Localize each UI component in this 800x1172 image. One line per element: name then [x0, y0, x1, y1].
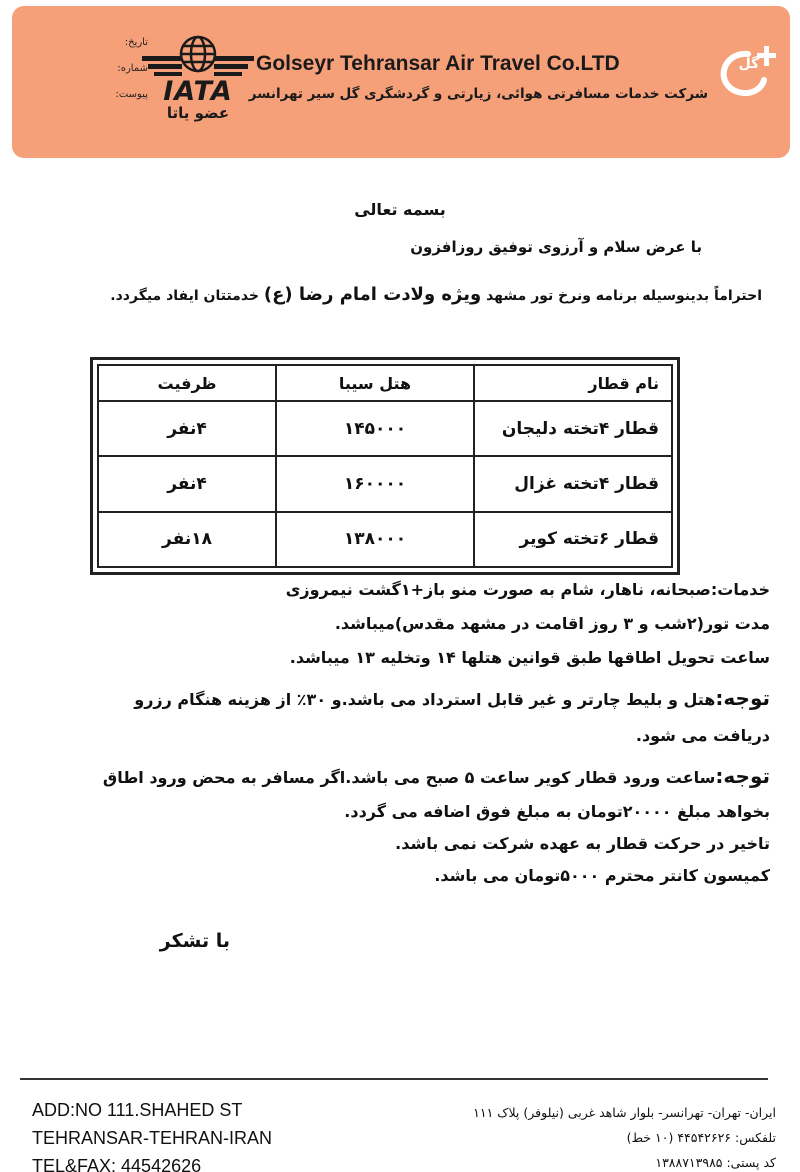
footer-divider — [20, 1078, 768, 1080]
attachment-label: پیوست: — [115, 89, 148, 100]
address-line: ADD:NO 111.SHAHED ST — [32, 1100, 243, 1120]
note1-text: هتل و بلیط چارتر و غیر قابل استرداد می باشد.و ۳۰٪ از هزینه هنگام رزرو — [134, 690, 716, 709]
number-label: شماره: — [117, 63, 148, 74]
train-name-cell: قطار ۶تخته کویر — [474, 512, 672, 567]
table-row — [98, 456, 672, 511]
company-name-persian: شرکت خدمات مسافرتی هوائی، زیارتی و گردشگری گل سیر تهرانسر — [248, 86, 708, 102]
iata-wordmark: IATA — [163, 76, 233, 107]
header-train-name: نام قطار — [474, 365, 672, 401]
note2-text: ساعت ورود قطار کویر ساعت ۵ صبح می باشد.اگر مسافر به محض ورود اطاق — [102, 768, 716, 787]
train-name-cell: قطار ۴تخته غزال — [474, 456, 672, 511]
price-table — [97, 364, 673, 568]
note2-line2: بخواهد مبلغ ۲۰۰۰۰تومان به مبلغ فوق اضافه می گردد. — [344, 802, 770, 821]
letter-intro — [20, 284, 762, 305]
table-header-row — [98, 365, 672, 401]
note1-label: توجه: — [715, 686, 770, 710]
services-line: خدمات:صبحانه، ناهار، شام به صورت منو باز+۱گشت نیمروزی — [285, 580, 770, 599]
phone-line: تلفکس: ۴۴۵۴۲۶۲۶ (۱۰ خط) — [626, 1130, 776, 1145]
price-cell: ۱۴۵۰۰۰ — [276, 401, 474, 456]
capacity-cell: ۴نفر — [98, 401, 276, 456]
iata-member-label: عضو یاتا — [166, 104, 230, 122]
intro-text-end: خدمتتان ایفاد میگردد. — [110, 288, 260, 304]
note1-line2: دریافت می شود. — [635, 726, 770, 745]
train-name-cell: قطار ۴تخته دلیجان — [474, 401, 672, 456]
address-line: ایران- تهران- تهرانسر- بلوار شاهد غربی (نیلوفر) پلاک ۱۱۱ — [473, 1105, 776, 1120]
table-row — [98, 512, 672, 567]
golseyr-logo-mark: گل — [738, 56, 760, 72]
checkin-line: ساعت تحویل اطاقها طبق قوانین هتلها ۱۴ وتخلیه ۱۳ میباشد. — [289, 648, 770, 667]
date-label: تاریخ: — [124, 37, 148, 48]
note2-line4: کمیسون کانتر محترم ۵۰۰۰تومان می باشد. — [434, 866, 770, 885]
closing-thanks — [30, 930, 770, 952]
header-hotel: هتل سیبا — [276, 365, 474, 401]
postal-code-line: کد پستی: ۱۳۸۸۷۱۳۹۸۵ — [655, 1155, 776, 1170]
header-capacity: ظرفیت — [98, 365, 276, 401]
golseyr-logo-icon — [712, 44, 782, 100]
company-name-english: Golseyr Tehransar Air Travel Co.LTD — [256, 52, 620, 75]
price-cell: ۱۶۰۰۰۰ — [276, 456, 474, 511]
capacity-cell: ۱۸نفر — [98, 512, 276, 567]
intro-highlight: ویژه ولادت امام رضا (ع) — [263, 284, 482, 305]
footer-address-persian — [356, 1100, 776, 1172]
footer-address-english — [32, 1096, 372, 1172]
letter-meta-fields — [92, 30, 148, 108]
capacity-cell: ۴نفر — [98, 456, 276, 511]
note1-line1 — [30, 686, 770, 710]
intro-text-start: احتراماً بدینوسیله برنامه ونرخ تور مشهد — [486, 288, 762, 304]
note2-line1 — [30, 764, 770, 788]
price-cell: ۱۳۸۰۰۰ — [276, 512, 474, 567]
duration-line: مدت تور(۲شب و ۳ روز اقامت در مشهد مقدس)میباشد. — [334, 614, 770, 633]
price-table-frame — [90, 357, 680, 575]
note2-label: توجه: — [715, 764, 770, 788]
address-line: TEHRANSAR-TEHRAN-IRAN — [32, 1128, 273, 1148]
phone-line: TEL&FAX: 44542626 — [32, 1156, 202, 1172]
letter-greeting: با عرض سلام و آرزوی توفیق روزافزون — [410, 238, 702, 256]
note2-line3: تاخیر در حرکت قطار به عهده شرکت نمی باشد. — [395, 834, 770, 853]
thanks-text: با تشکر — [159, 930, 230, 952]
table-row — [98, 401, 672, 456]
letter-invocation: بسمه تعالی — [354, 200, 446, 219]
